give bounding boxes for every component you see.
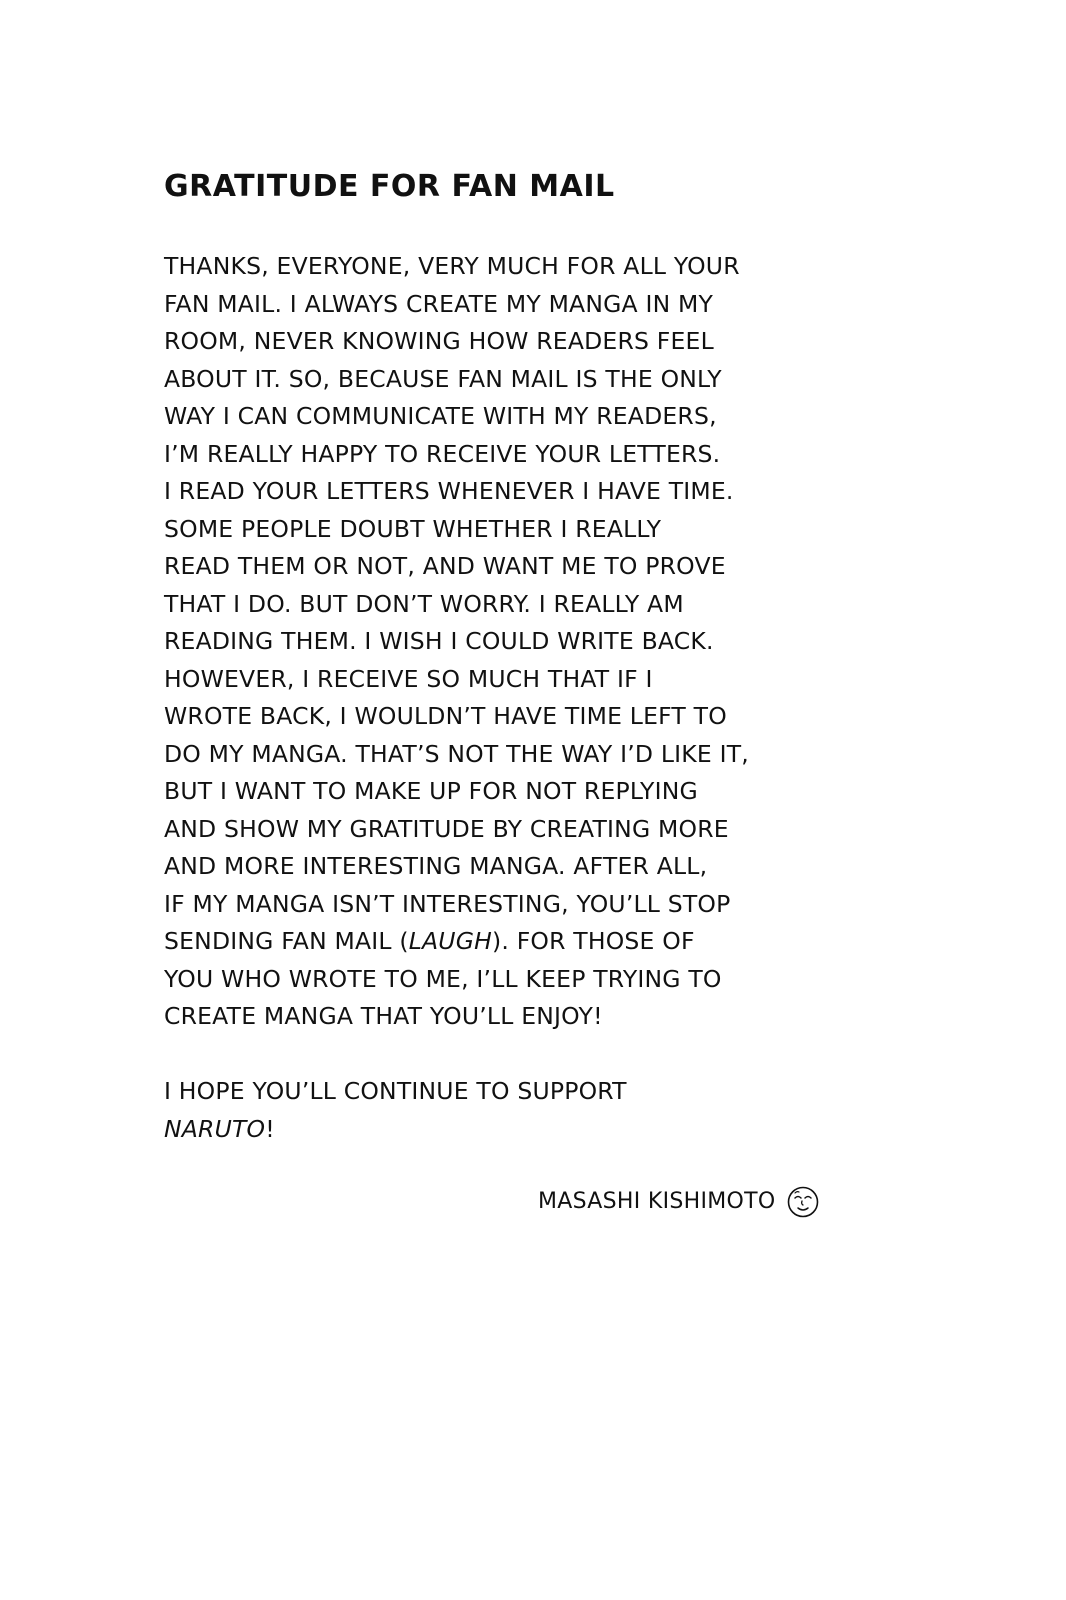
letter-line: I READ YOUR LETTERS WHENEVER I HAVE TIME. bbox=[164, 477, 734, 505]
page-title: GRATITUDE FOR FAN MAIL bbox=[164, 169, 615, 204]
letter-line: WAY I CAN COMMUNICATE WITH MY READERS, bbox=[164, 402, 717, 430]
letter-line: IF MY MANGA ISN’T INTERESTING, YOU’LL STOP bbox=[164, 889, 731, 918]
laugh-emphasis: LAUGH bbox=[408, 927, 492, 955]
letter-line: I’M REALLY HAPPY TO RECEIVE YOUR LETTERS. bbox=[164, 439, 721, 468]
letter-line: HOWEVER, I RECEIVE SO MUCH THAT IF I bbox=[164, 664, 653, 693]
letter-line: SOME PEOPLE DOUBT WHETHER I REALLY bbox=[164, 514, 662, 543]
letter-body bbox=[164, 248, 904, 1148]
letter-line: THAT I DO. BUT DON’T WORRY. I REALLY AM bbox=[164, 589, 684, 618]
letter-line: BUT I WANT TO MAKE UP FOR NOT REPLYING bbox=[164, 777, 698, 805]
letter-line: CREATE MANGA THAT YOU’LL ENJOY! bbox=[164, 1002, 603, 1030]
letter-line: FAN MAIL. I ALWAYS CREATE MY MANGA IN MY bbox=[164, 289, 714, 318]
letter-line: READ THEM OR NOT, AND WANT ME TO PROVE bbox=[164, 552, 726, 580]
letter-line: ABOUT IT. SO, BECAUSE FAN MAIL IS THE ONLY bbox=[164, 364, 722, 393]
author-name: MASASHI KISHIMOTO bbox=[538, 1189, 776, 1214]
letter-line: THANKS, EVERYONE, VERY MUCH FOR ALL YOUR bbox=[164, 252, 740, 280]
letter-line bbox=[164, 1111, 904, 1149]
paragraph-gap bbox=[164, 1036, 904, 1074]
letter-line: ROOM, NEVER KNOWING HOW READERS FEEL bbox=[164, 327, 714, 355]
letter-line: DO MY MANGA. THAT’S NOT THE WAY I’D LIKE IT, bbox=[164, 739, 749, 768]
paragraph-1 bbox=[164, 248, 904, 1036]
line-text: SENDING FAN MAIL ( bbox=[164, 927, 409, 955]
letter-line: AND SHOW MY GRATITUDE BY CREATING MORE bbox=[164, 814, 729, 843]
smiling-face-doodle-icon bbox=[786, 1185, 820, 1219]
letter-line: READING THEM. I WISH I COULD WRITE BACK. bbox=[164, 627, 714, 655]
letter-line: YOU WHO WROTE TO ME, I’LL KEEP TRYING TO bbox=[164, 964, 722, 993]
line-text: ! bbox=[265, 1114, 275, 1143]
letter-line: AND MORE INTERESTING MANGA. AFTER ALL, bbox=[164, 852, 708, 880]
letter-line: WROTE BACK, I WOULDN’T HAVE TIME LEFT TO bbox=[164, 702, 727, 730]
paragraph-2 bbox=[164, 1073, 904, 1148]
line-text: ). FOR THOSE OF bbox=[491, 927, 695, 955]
series-title: NARUTO bbox=[164, 1114, 266, 1143]
letter-line bbox=[164, 923, 904, 961]
signature bbox=[538, 1185, 918, 1219]
letter-line: I HOPE YOU’LL CONTINUE TO SUPPORT bbox=[164, 1077, 627, 1105]
